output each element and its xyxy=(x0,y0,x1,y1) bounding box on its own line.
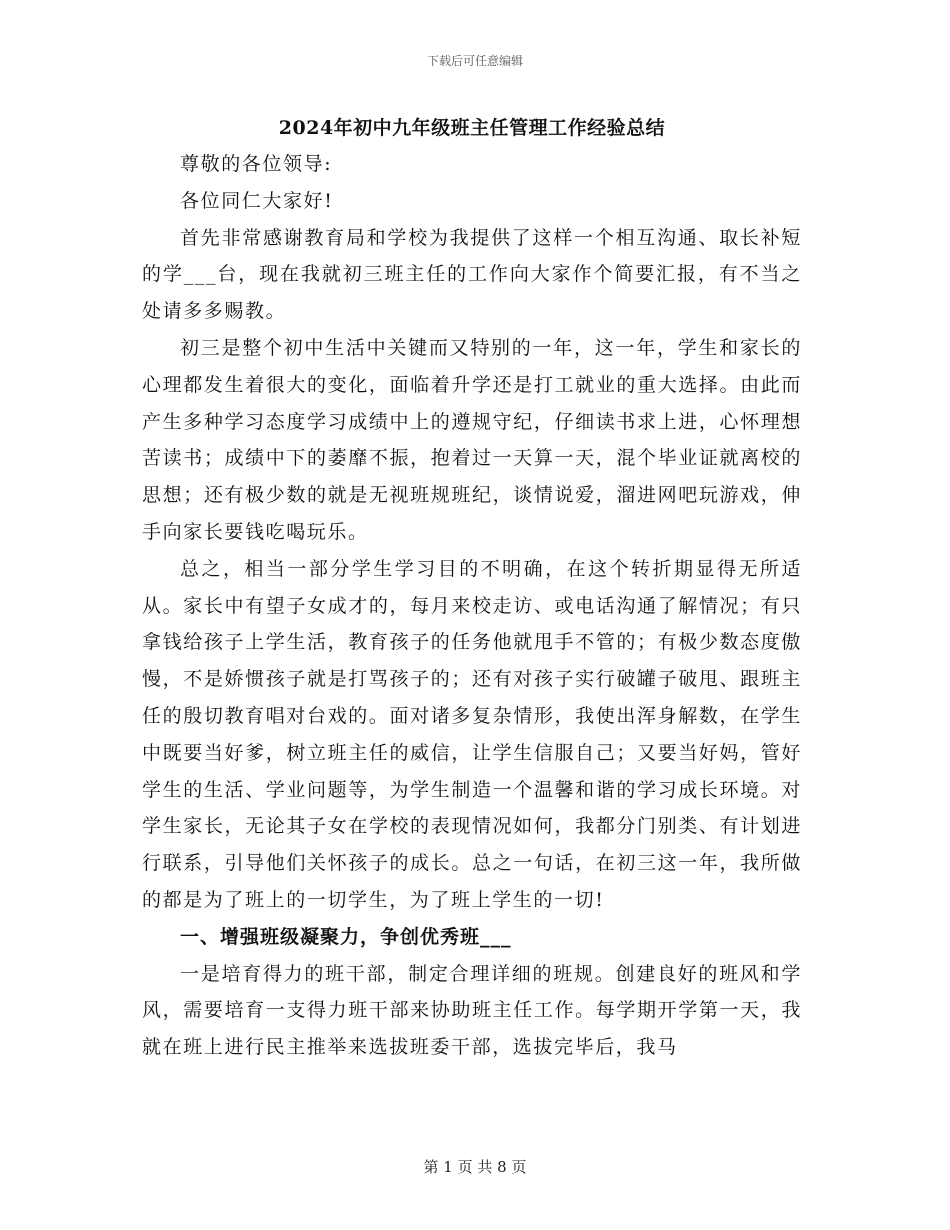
page-header-note: 下载后可任意编辑 xyxy=(426,54,523,68)
paragraph-grade-three: 初三是整个初中生活中关键而又特别的一年，这一年，学生和家长的心理都发生着很大的变化，面临着升学还是打工就业的重大选择。由此而产生多种学习态度学习成绩中上的遵规守纪，仔细读书求上进，心怀理想苦读书；成绩中下的萎靡不振，抱着过一天算一天，混个毕业证就离校的思想；还有极少数的就是无视班规班纪，谈情说爱，溜进网吧玩游戏，伸手向家长要钱吃喝玩乐。 xyxy=(142,336,802,543)
paragraph-intro: 首先非常感谢教育局和学校为我提供了这样一个相互沟通、取长补短的学___台，现在我就初三班主任的工作向大家作个简要汇报，有不当之处请多多赐教。 xyxy=(142,226,802,323)
greeting-line-1: 尊敬的各位领导: xyxy=(180,153,333,175)
section-heading-1: 一、增强班级凝聚力，争创优秀班___ xyxy=(180,925,512,948)
greeting-line-2: 各位同仁大家好! xyxy=(180,189,334,212)
section-1-paragraph: 一是培育得力的班干部，制定合理详细的班规。创建良好的班风和学风，需要培育一支得力班干部来协助班主任工作。每学期开学第一天，我就在班上进行民主推举来选拔班委干部，选拔完毕后，我马 xyxy=(142,962,802,1059)
document-body xyxy=(142,110,802,1066)
page-number-footer: 第 1 页 共 8 页 xyxy=(423,1158,527,1176)
paragraph-summary: 总之，相当一部分学生学习目的不明确，在这个转折期显得无所适从。家长中有望子女成才的，每月来校走访、或电话沟通了解情况；有只拿钱给孩子上学生活，教育孩子的任务他就甩手不管的；有极少数态度傲慢，不是娇惯孩子就是打骂孩子的；还有对孩子实行破罐子破甩、跟班主任的殷切教育唱对台戏的。面对诸多复杂情形，我使出浑身解数，在学生中既要当好爹，树立班主任的威信，让学生信服自己；又要当好妈，管好学生的生活、学业问题等，为学生制造一个温馨和谐的学习成长环境。对学生家长，无论其子女在学校的表现情况如何，我都分门别类、有计划进行联系，引导他们关怀孩子的成长。总之一句话，在初三这一年，我所做的都是为了班上的一切学生，为了班上学生的一切! xyxy=(142,557,802,911)
document-title: 2024年初中九年级班主任管理工作经验总结 xyxy=(278,117,666,139)
